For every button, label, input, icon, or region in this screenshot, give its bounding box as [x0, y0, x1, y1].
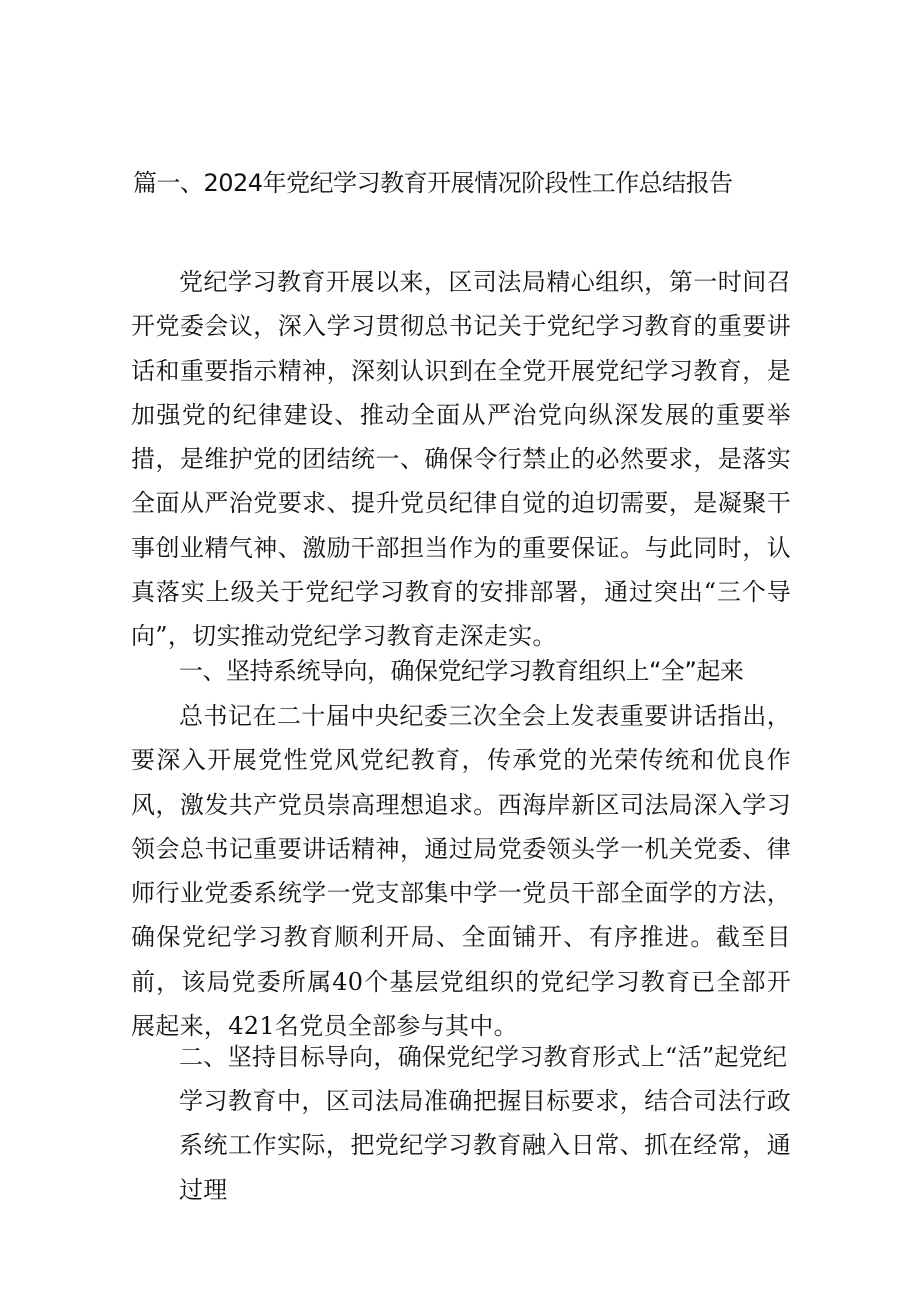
paragraph-section-1: 总书记在二十届中央纪委三次全会上发表重要讲话指出，要深入开展党性党风党纪教育，传承党的光荣传统和优良作风，激发共产党员崇高理想追求。西海岸新区司法局深入学习领会总书记重要讲话精神，通过局党委领头学一机关党委、律师行业党委系统学一党支部集中学一党员干部全面学的方法，确保党纪学习教育顺利开局、全面铺开、有序推进。截至目前，该局党委所属40个基层党组织的党纪学习教育已全部开展起来，421名党员全部参与其中。	[131, 702, 791, 1041]
paragraph-section-2: 学习教育中，区司法局准确把握目标要求，结合司法行政系统工作实际，把党纪学习教育融入日常、抓在经常，通过理	[179, 1087, 791, 1204]
paragraph-intro: 党纪学习教育开展以来，区司法局精心组织，第一时间召开党委会议，深入学习贯彻总书记关于党纪学习教育的重要讲话和重要指示精神，深刻认识到在全党开展党纪学习教育，是加强党的纪律建设、推动全面从严治党向纵深发展的重要举措，是维护党的团结统一、确保令行禁止的必然要求，是落实全面从严治党要求、提升党员纪律自觉的迫切需要，是凝聚干事创业精气神、激励干部担当作为的重要保证。与此同时，认真落实上级关于党纪学习教育的安排部署，通过突出“三个导向”，切实推动党纪学习教育走深走实。	[131, 268, 791, 651]
document-title: 篇一、2024年党纪学习教育开展情况阶段性工作总结报告	[133, 169, 733, 197]
section-heading-2: 二、坚持目标导向，确保党纪学习教育形式上“活”起党纪	[179, 1043, 788, 1071]
section-heading-1: 一、坚持系统导向，确保党纪学习教育组织上“全”起来	[179, 657, 744, 685]
